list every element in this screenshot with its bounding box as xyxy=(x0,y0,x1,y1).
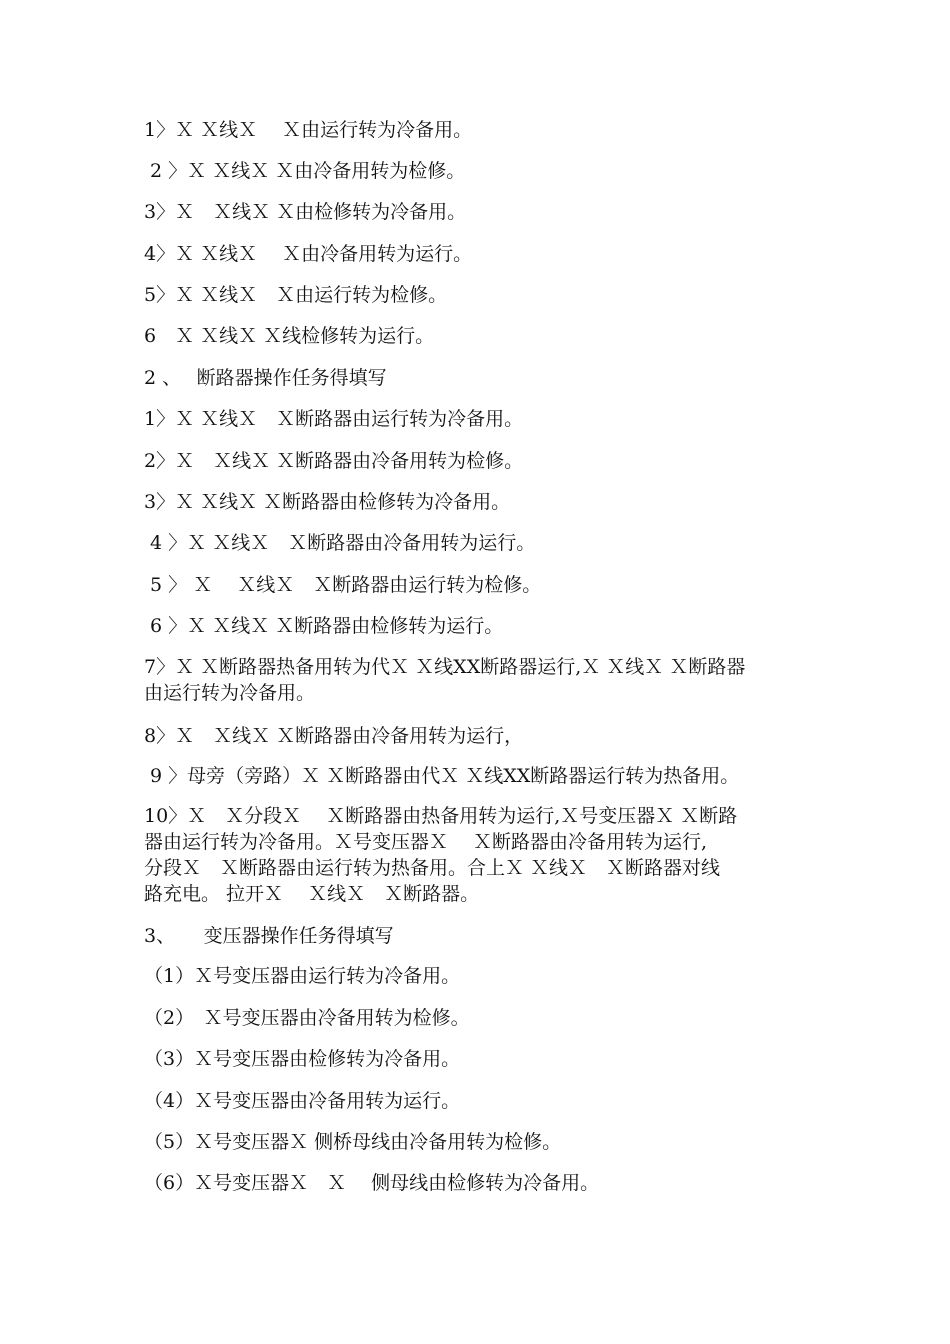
text-line: 2 〉Ｘ Ｘ线Ｘ Ｘ由冷备用转为检修。 xyxy=(144,160,466,182)
text-line: （4）Ｘ号变压器由冷备用转为运行。 xyxy=(144,1090,461,1112)
section-heading: 3、 变压器操作任务得填写 xyxy=(144,925,394,947)
section-heading: 2 、 断路器操作任务得填写 xyxy=(144,367,387,389)
text-paragraph: 10〉Ｘ Ｘ分段Ｘ Ｘ断路器由热备用转为运行,Ｘ号变压器Ｘ Ｘ断路 器由运行转为冷备用。Ｘ号变压器Ｘ Ｘ断路器由冷备用转为运行, 分段Ｘ Ｘ断路器由运行转为热备用。合上Ｘ Ｘ线Ｘ Ｘ断路器对线 路充电。 拉开Ｘ Ｘ线Ｘ Ｘ断路器。 xyxy=(144,805,738,905)
text-paragraph: 7〉Ｘ Ｘ断路器热备用转为代Ｘ Ｘ线XX断路器运行,Ｘ Ｘ线Ｘ Ｘ断路器 由运行转为冷备用。 xyxy=(144,656,746,704)
text-line: 6 Ｘ Ｘ线Ｘ Ｘ线检修转为运行。 xyxy=(144,325,435,347)
text-line: （1）Ｘ号变压器由运行转为冷备用。 xyxy=(144,965,461,987)
text-line: 4〉Ｘ Ｘ线Ｘ Ｘ由冷备用转为运行。 xyxy=(144,243,473,265)
text-line: 5 〉 Ｘ Ｘ线Ｘ Ｘ断路器由运行转为检修。 xyxy=(144,574,542,596)
text-line: 5〉Ｘ Ｘ线Ｘ Ｘ由运行转为检修。 xyxy=(144,284,448,306)
text-line: （6）Ｘ号变压器Ｘ Ｘ 侧母线由检修转为冷备用。 xyxy=(144,1172,600,1194)
text-line: 1〉Ｘ Ｘ线Ｘ Ｘ断路器由运行转为冷备用。 xyxy=(144,408,524,430)
text-line: 3〉Ｘ Ｘ线Ｘ Ｘ由检修转为冷备用。 xyxy=(144,201,467,223)
text-line: 8〉Ｘ Ｘ线Ｘ Ｘ断路器由冷备用转为运行， xyxy=(144,725,524,747)
text-line: （5）Ｘ号变压器Ｘ 侧桥母线由冷备用转为检修。 xyxy=(144,1131,562,1153)
text-line: 4 〉Ｘ Ｘ线Ｘ Ｘ断路器由冷备用转为运行。 xyxy=(144,532,536,554)
text-line: （2） Ｘ号变压器由冷备用转为检修。 xyxy=(144,1007,470,1029)
text-line: 2〉Ｘ Ｘ线Ｘ Ｘ断路器由冷备用转为检修。 xyxy=(144,450,524,472)
text-line: 9 〉母旁（旁路）Ｘ Ｘ断路器由代Ｘ Ｘ线XX断路器运行转为热备用。 xyxy=(144,765,740,787)
text-line: 6 〉Ｘ Ｘ线Ｘ Ｘ断路器由检修转为运行。 xyxy=(144,615,504,637)
text-line: （3）Ｘ号变压器由检修转为冷备用。 xyxy=(144,1048,461,1070)
text-line: 3〉Ｘ Ｘ线Ｘ Ｘ断路器由检修转为冷备用。 xyxy=(144,491,511,513)
text-line: 1〉Ｘ Ｘ线Ｘ Ｘ由运行转为冷备用。 xyxy=(144,119,473,141)
